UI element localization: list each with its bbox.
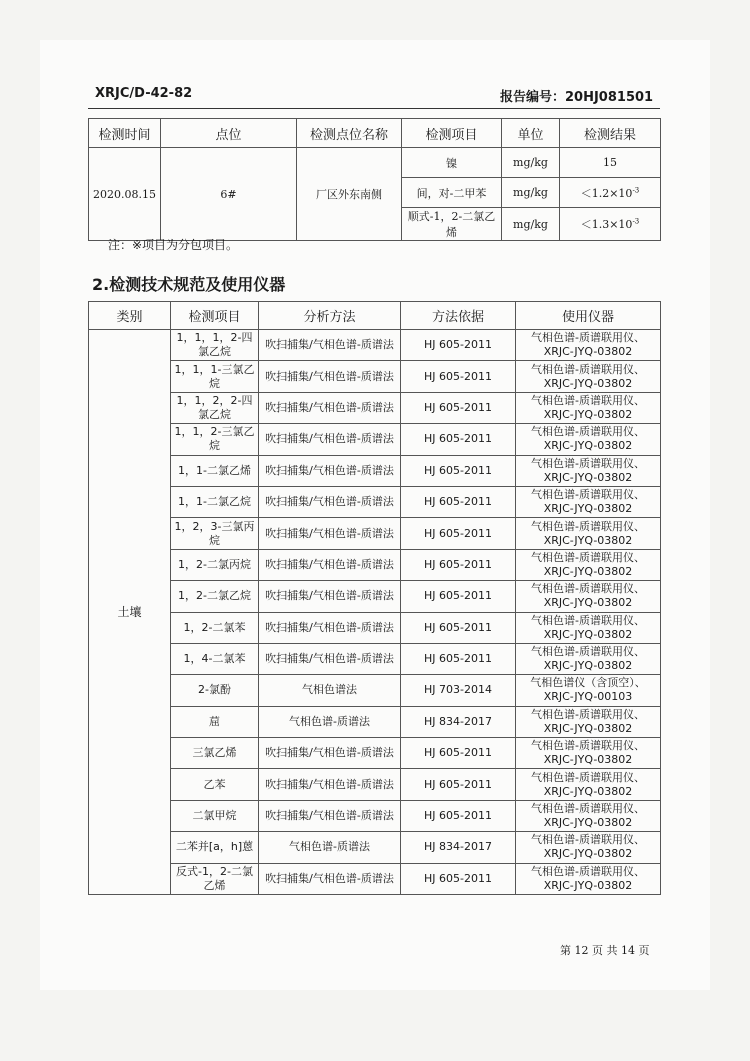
test-item: 1，1，1-三氯乙烷: [171, 361, 259, 392]
result: 15: [560, 148, 661, 178]
test-item: 顺式-1，2-二氯乙烯: [402, 208, 502, 241]
table-row: [89, 832, 661, 863]
analysis-method: 吹扫捕集/气相色谱-质谱法: [259, 643, 401, 674]
analysis-method: 吹扫捕集/气相色谱-质谱法: [259, 863, 401, 894]
table-row: [89, 769, 661, 800]
table-row: [89, 612, 661, 643]
method-basis: HJ 834-2017: [401, 832, 516, 863]
instrument: 气相色谱-质谱联用仪、XRJC-JYQ-03802: [516, 330, 661, 361]
test-item: 1，4-二氯苯: [171, 643, 259, 674]
method-basis: HJ 605-2011: [401, 738, 516, 769]
test-item: 二氯甲烷: [171, 800, 259, 831]
header-cell: 使用仪器: [516, 302, 661, 330]
instrument: 气相色谱-质谱联用仪、XRJC-JYQ-03802: [516, 706, 661, 737]
doc-code: XRJC/D-42-82: [95, 86, 193, 101]
instrument: 气相色谱-质谱联用仪、XRJC-JYQ-03802: [516, 800, 661, 831]
page-number: 第 12 页 共 14 页: [560, 944, 650, 957]
section-title: 2.检测技术规范及使用仪器: [92, 275, 286, 294]
test-item: 1，1-二氯乙烯: [171, 455, 259, 486]
header-cell: 点位: [161, 119, 297, 148]
method-basis: HJ 703-2014: [401, 675, 516, 706]
instrument: 气相色谱-质谱联用仪、XRJC-JYQ-03802: [516, 612, 661, 643]
table-row: [89, 455, 661, 486]
analysis-method: 吹扫捕集/气相色谱-质谱法: [259, 549, 401, 580]
table-row: [89, 424, 661, 455]
results-header-row: [89, 119, 661, 148]
instrument: 气相色谱-质谱联用仪、XRJC-JYQ-03802: [516, 863, 661, 894]
result: [560, 178, 661, 208]
instrument: 气相色谱-质谱联用仪、XRJC-JYQ-03802: [516, 549, 661, 580]
method-basis: HJ 605-2011: [401, 800, 516, 831]
methods-table: [88, 301, 661, 895]
analysis-method: 气相色谱-质谱法: [259, 832, 401, 863]
method-basis: HJ 605-2011: [401, 361, 516, 392]
instrument: 气相色谱-质谱联用仪、XRJC-JYQ-03802: [516, 518, 661, 549]
header-cell: 方法依据: [401, 302, 516, 330]
table-row: [89, 863, 661, 894]
instrument: 气相色谱-质谱联用仪、XRJC-JYQ-03802: [516, 361, 661, 392]
instrument: 气相色谱-质谱联用仪、XRJC-JYQ-03802: [516, 486, 661, 517]
table-row: [89, 581, 661, 612]
method-basis: HJ 605-2011: [401, 643, 516, 674]
instrument: 气相色谱-质谱联用仪、XRJC-JYQ-03802: [516, 424, 661, 455]
analysis-method: 吹扫捕集/气相色谱-质谱法: [259, 581, 401, 612]
test-item: 1，1-二氯乙烷: [171, 486, 259, 517]
table-row: [89, 330, 661, 361]
instrument: 气相色谱仪（含顶空）、XRJC-JYQ-00103: [516, 675, 661, 706]
test-item: 1，2，3-三氯丙烷: [171, 518, 259, 549]
analysis-method: 吹扫捕集/气相色谱-质谱法: [259, 361, 401, 392]
header-cell: 类别: [89, 302, 171, 330]
instrument: 气相色谱-质谱联用仪、XRJC-JYQ-03802: [516, 643, 661, 674]
table-row: [89, 643, 661, 674]
method-basis: HJ 834-2017: [401, 706, 516, 737]
analysis-method: 气相色谱法: [259, 675, 401, 706]
table-row: [89, 518, 661, 549]
method-basis: HJ 605-2011: [401, 769, 516, 800]
test-item: 2-氯酚: [171, 675, 259, 706]
instrument: 气相色谱-质谱联用仪、XRJC-JYQ-03802: [516, 832, 661, 863]
test-item: 1，2-二氯乙烷: [171, 581, 259, 612]
analysis-method: 吹扫捕集/气相色谱-质谱法: [259, 486, 401, 517]
analysis-method: 吹扫捕集/气相色谱-质谱法: [259, 455, 401, 486]
unit: mg/kg: [502, 148, 560, 178]
test-location: 厂区外东南侧: [297, 148, 402, 241]
test-item: 反式-1，2-二氯乙烯: [171, 863, 259, 894]
analysis-method: 气相色谱-质谱法: [259, 706, 401, 737]
test-item: 二苯并[a，h]蒽: [171, 832, 259, 863]
analysis-method: 吹扫捕集/气相色谱-质谱法: [259, 424, 401, 455]
test-item: 䓛: [171, 706, 259, 737]
analysis-method: 吹扫捕集/气相色谱-质谱法: [259, 612, 401, 643]
method-basis: HJ 605-2011: [401, 392, 516, 423]
instrument: 气相色谱-质谱联用仪、XRJC-JYQ-03802: [516, 581, 661, 612]
result-exponent: -3: [632, 217, 640, 226]
method-basis: HJ 605-2011: [401, 486, 516, 517]
method-basis: HJ 605-2011: [401, 330, 516, 361]
method-basis: HJ 605-2011: [401, 518, 516, 549]
instrument: 气相色谱-质谱联用仪、XRJC-JYQ-03802: [516, 392, 661, 423]
analysis-method: 吹扫捕集/气相色谱-质谱法: [259, 392, 401, 423]
method-basis: HJ 605-2011: [401, 455, 516, 486]
table-row: [89, 361, 661, 392]
method-basis: HJ 605-2011: [401, 612, 516, 643]
table-row: [89, 800, 661, 831]
table-row: [89, 738, 661, 769]
table-note: 注：※项目为分包项目。: [108, 238, 239, 252]
test-item: 1，1，2-三氯乙烷: [171, 424, 259, 455]
test-item: 1，1，1，2-四氯乙烷: [171, 330, 259, 361]
instrument: 气相色谱-质谱联用仪、XRJC-JYQ-03802: [516, 455, 661, 486]
table-row: [89, 549, 661, 580]
report-number: 报告编号：20HJ081501: [500, 90, 654, 105]
table-row: [89, 486, 661, 517]
method-basis: HJ 605-2011: [401, 863, 516, 894]
test-item: 乙苯: [171, 769, 259, 800]
analysis-method: 吹扫捕集/气相色谱-质谱法: [259, 738, 401, 769]
header-cell: 单位: [502, 119, 560, 148]
method-basis: HJ 605-2011: [401, 424, 516, 455]
header-cell: 检测项目: [171, 302, 259, 330]
header-divider: [88, 108, 660, 109]
instrument: 气相色谱-质谱联用仪、XRJC-JYQ-03802: [516, 738, 661, 769]
unit: mg/kg: [502, 208, 560, 241]
test-date: 2020.08.15: [89, 148, 161, 241]
analysis-method: 吹扫捕集/气相色谱-质谱法: [259, 330, 401, 361]
test-item: 1，2-二氯苯: [171, 612, 259, 643]
test-item: 1，1，2，2-四氯乙烷: [171, 392, 259, 423]
header-cell: 检测时间: [89, 119, 161, 148]
result-value: ＜1.3×10: [580, 218, 633, 231]
methods-body: [89, 330, 661, 895]
result-value: ＜1.2×10: [580, 186, 633, 200]
method-basis: HJ 605-2011: [401, 549, 516, 580]
table-row: [89, 706, 661, 737]
header-cell: 检测结果: [560, 119, 661, 148]
methods-header-row: [89, 302, 661, 330]
method-basis: HJ 605-2011: [401, 581, 516, 612]
test-point: 6#: [161, 148, 297, 241]
header-cell: 检测项目: [402, 119, 502, 148]
table-row: [89, 675, 661, 706]
test-item: 三氯乙烯: [171, 738, 259, 769]
test-item: 间，对-二甲苯: [402, 178, 502, 208]
analysis-method: 吹扫捕集/气相色谱-质谱法: [259, 800, 401, 831]
result: [560, 208, 661, 241]
analysis-method: 吹扫捕集/气相色谱-质谱法: [259, 518, 401, 549]
results-table: [88, 118, 661, 241]
header-cell: 检测点位名称: [297, 119, 402, 148]
test-item: 1，2-二氯丙烷: [171, 549, 259, 580]
unit: mg/kg: [502, 178, 560, 208]
table-row: [89, 148, 661, 178]
result-exponent: -3: [632, 185, 640, 194]
table-row: [89, 392, 661, 423]
header-cell: 分析方法: [259, 302, 401, 330]
category-cell: 土壤: [89, 330, 171, 895]
instrument: 气相色谱-质谱联用仪、XRJC-JYQ-03802: [516, 769, 661, 800]
analysis-method: 吹扫捕集/气相色谱-质谱法: [259, 769, 401, 800]
test-item: 镍: [402, 148, 502, 178]
